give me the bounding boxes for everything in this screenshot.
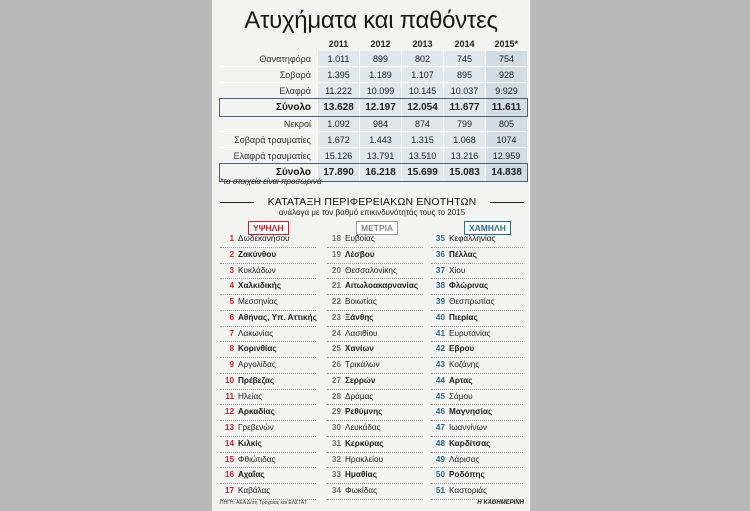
value-cell: 1074 bbox=[486, 132, 528, 148]
dotted-separator bbox=[220, 341, 316, 342]
rank-number: 46 bbox=[435, 407, 445, 417]
dotted-separator bbox=[220, 436, 316, 437]
rank-number: 7 bbox=[229, 328, 234, 338]
rank-number: 49 bbox=[435, 454, 445, 464]
row-label: Ελαφρά τραυματίες bbox=[220, 148, 318, 164]
rank-number: 19 bbox=[331, 249, 341, 259]
year-header: 2012 bbox=[370, 38, 391, 49]
dotted-separator bbox=[431, 263, 523, 264]
region-name: Ημαθίας bbox=[345, 470, 377, 480]
value-cell: 802 bbox=[402, 51, 444, 67]
value-cell: 1.011 bbox=[318, 51, 360, 67]
rank-number: 38 bbox=[435, 281, 445, 291]
ranking-entry bbox=[327, 439, 423, 455]
row-label: Θανατηφόρα bbox=[220, 51, 318, 67]
table-row bbox=[220, 132, 527, 148]
value-cell: 984 bbox=[360, 116, 402, 132]
value-cell: 1.443 bbox=[360, 132, 402, 148]
value-cell: 17.890 bbox=[318, 164, 360, 182]
rank-number: 34 bbox=[331, 486, 341, 495]
value-cell: 11.677 bbox=[444, 99, 486, 117]
rank-number: 35 bbox=[435, 234, 445, 243]
region-name: Κοζάνης bbox=[449, 360, 480, 369]
region-name: Ρεθύμνης bbox=[345, 407, 383, 417]
ranking-entry bbox=[327, 281, 423, 297]
dotted-separator bbox=[327, 263, 423, 264]
region-name: Κορινθίας bbox=[238, 344, 277, 354]
category-low-badge: ΧΑΜΗΛΗ bbox=[464, 221, 511, 235]
ranking-column-medium bbox=[327, 234, 423, 502]
ranking-entry bbox=[327, 360, 423, 376]
value-cell: 15.126 bbox=[318, 148, 360, 164]
dotted-separator bbox=[327, 373, 423, 374]
row-label: Σοβαρά bbox=[220, 67, 318, 83]
dotted-separator bbox=[220, 467, 316, 468]
ranking-entry bbox=[431, 266, 523, 282]
dotted-separator bbox=[327, 357, 423, 358]
dotted-separator bbox=[431, 357, 523, 358]
dotted-separator bbox=[327, 483, 423, 484]
table-row bbox=[220, 83, 527, 99]
rank-number: 42 bbox=[435, 344, 445, 354]
region-name: Ευρυτανίας bbox=[449, 328, 491, 338]
ranking-subtitle: ανάλογα με τον βαθμό επικινδυνότητάς τους το 2015 bbox=[278, 208, 466, 217]
ranking-entry bbox=[220, 407, 316, 423]
value-cell: 9.929 bbox=[486, 83, 528, 99]
ranking-column-low bbox=[431, 234, 523, 502]
dotted-separator bbox=[220, 420, 316, 421]
ranking-entry bbox=[431, 470, 523, 486]
dotted-separator bbox=[220, 294, 316, 295]
region-name: Αργολίδας bbox=[238, 360, 276, 369]
dotted-separator bbox=[327, 310, 423, 311]
value-cell: 11.611 bbox=[486, 99, 528, 117]
dotted-separator bbox=[327, 420, 423, 421]
region-name: Καστοριάς bbox=[449, 486, 487, 495]
ranking-entry bbox=[220, 234, 316, 250]
value-cell: 928 bbox=[486, 67, 528, 83]
rank-number: 25 bbox=[331, 344, 341, 354]
dotted-separator bbox=[327, 389, 423, 390]
rank-number: 10 bbox=[224, 375, 234, 385]
value-cell: 1.189 bbox=[360, 67, 402, 83]
dotted-separator bbox=[220, 373, 316, 374]
ranking-entry bbox=[327, 486, 423, 502]
rank-number: 36 bbox=[435, 249, 445, 259]
source-credit: ΠΗΓΗ: ΑΕΑ Δ/ση Τροχαίας και ΕΛΣΤΑΤ bbox=[220, 500, 307, 506]
ranking-entry bbox=[431, 392, 523, 408]
dotted-separator bbox=[431, 341, 523, 342]
value-cell: 10.145 bbox=[402, 83, 444, 99]
ranking-entry bbox=[220, 423, 316, 439]
rank-number: 45 bbox=[435, 391, 445, 401]
ranking-entry bbox=[220, 360, 316, 376]
region-name: Φωκίδας bbox=[345, 486, 378, 495]
region-name: Θεσπρωτίας bbox=[449, 297, 495, 306]
page-title: Ατυχήματα και παθόντες bbox=[244, 7, 498, 34]
region-name: Αιτωλοακαρνανίας bbox=[345, 281, 419, 291]
region-name: Κερκύρας bbox=[345, 438, 384, 448]
region-name: Χαλκιδικής bbox=[238, 281, 281, 291]
value-cell: 14.838 bbox=[486, 164, 528, 182]
dotted-separator bbox=[431, 389, 523, 390]
region-name: Ιωαννίνων bbox=[449, 423, 487, 432]
rank-number: 32 bbox=[331, 454, 341, 464]
ranking-entry bbox=[220, 439, 316, 455]
category-high-badge: ΥΨΗΛΗ bbox=[248, 221, 289, 235]
region-name: Θεσσαλονίκης bbox=[345, 265, 397, 275]
ranking-entry bbox=[431, 329, 523, 345]
region-name: Δράμας bbox=[345, 391, 374, 401]
table-row bbox=[220, 148, 527, 164]
dotted-separator bbox=[220, 247, 316, 248]
rank-number: 21 bbox=[331, 281, 341, 291]
title-rule-left bbox=[220, 202, 254, 203]
region-name: Δωδεκανήσου bbox=[238, 234, 290, 243]
ranking-entry bbox=[327, 329, 423, 345]
region-name: Λέσβου bbox=[345, 249, 375, 259]
region-name: Κυκλάδων bbox=[238, 265, 276, 275]
year-header: 2013 bbox=[412, 38, 433, 49]
ranking-entry bbox=[431, 376, 523, 392]
ranking-entry bbox=[431, 250, 523, 266]
year-header: 2015* bbox=[494, 38, 519, 49]
rank-number: 14 bbox=[224, 438, 234, 448]
rank-number: 15 bbox=[224, 454, 234, 464]
year-header: 2014 bbox=[454, 38, 475, 49]
ranking-entry bbox=[327, 470, 423, 486]
region-name: Εβρου bbox=[449, 344, 475, 354]
dotted-separator bbox=[327, 452, 423, 453]
dotted-separator bbox=[431, 483, 523, 484]
ranking-entry bbox=[220, 313, 316, 329]
table-row bbox=[220, 51, 527, 67]
rank-number: 20 bbox=[331, 265, 341, 275]
rank-number: 30 bbox=[331, 423, 341, 432]
dotted-separator bbox=[327, 341, 423, 342]
value-cell: 1.315 bbox=[402, 132, 444, 148]
value-cell: 1.107 bbox=[402, 67, 444, 83]
dotted-separator bbox=[220, 278, 316, 279]
ranking-entry bbox=[327, 250, 423, 266]
dotted-separator bbox=[220, 389, 316, 390]
title-rule-right bbox=[490, 202, 524, 203]
rank-number: 3 bbox=[229, 265, 234, 275]
rank-number: 31 bbox=[331, 438, 341, 448]
region-name: Ροδόπης bbox=[449, 470, 485, 480]
ranking-entry bbox=[327, 376, 423, 392]
table-row bbox=[220, 116, 527, 132]
rank-number: 2 bbox=[229, 249, 234, 259]
ranking-entry bbox=[220, 329, 316, 345]
value-cell: 745 bbox=[444, 51, 486, 67]
ranking-entry bbox=[220, 376, 316, 392]
ranking-entry bbox=[327, 455, 423, 471]
ranking-entry bbox=[220, 392, 316, 408]
region-name: Ζακύνθου bbox=[238, 249, 277, 259]
dotted-separator bbox=[431, 373, 523, 374]
value-cell: 11.222 bbox=[318, 83, 360, 99]
region-name: Λασιθίου bbox=[345, 328, 378, 338]
value-cell: 899 bbox=[360, 51, 402, 67]
row-label: Σύνολο bbox=[275, 102, 311, 113]
value-cell: 874 bbox=[402, 116, 444, 132]
rank-number: 43 bbox=[435, 360, 445, 369]
infographic-sheet bbox=[212, 0, 530, 511]
value-cell: 1.068 bbox=[444, 132, 486, 148]
value-cell: 15.083 bbox=[444, 164, 486, 182]
ranking-column-high bbox=[220, 234, 316, 502]
dotted-separator bbox=[327, 247, 423, 248]
rank-number: 26 bbox=[331, 360, 341, 369]
rank-number: 13 bbox=[224, 423, 234, 432]
provisional-note: *τα στοιχεία είναι προσωρινά bbox=[220, 177, 322, 186]
row-label: Νεκροί bbox=[220, 116, 318, 132]
value-cell: 754 bbox=[486, 51, 528, 67]
value-cell: 13.628 bbox=[318, 99, 360, 117]
ranking-entry bbox=[327, 423, 423, 439]
ranking-title-text: ΚΑΤΑΤΑΞΗ ΠΕΡΙΦΕΡΕΙΑΚΩΝ ΕΝΟΤΗΤΩΝ bbox=[267, 196, 477, 208]
rank-number: 40 bbox=[435, 312, 445, 322]
region-name: Βοιωτίας bbox=[345, 297, 377, 306]
region-name: Αθήνας, Υπ. Αττικής bbox=[238, 312, 317, 322]
ranking-entry bbox=[431, 344, 523, 360]
dotted-separator bbox=[220, 404, 316, 405]
rank-number: 47 bbox=[435, 423, 445, 432]
rank-number: 28 bbox=[331, 391, 341, 401]
ranking-entry bbox=[327, 313, 423, 329]
value-cell: 12.054 bbox=[402, 99, 444, 117]
region-name: Μεσσηνίας bbox=[238, 297, 278, 306]
region-name: Ηρακλείου bbox=[345, 454, 383, 464]
ranking-entry bbox=[220, 455, 316, 471]
rank-number: 29 bbox=[331, 407, 341, 417]
region-name: Ευβοίας bbox=[345, 234, 375, 243]
dotted-separator bbox=[431, 247, 523, 248]
rank-number: 44 bbox=[435, 375, 445, 385]
rank-number: 22 bbox=[331, 297, 341, 306]
region-name: Σερρών bbox=[345, 375, 376, 385]
dotted-separator bbox=[327, 278, 423, 279]
value-cell: 13.791 bbox=[360, 148, 402, 164]
region-name: Μαγνησίας bbox=[449, 407, 493, 417]
rank-number: 48 bbox=[435, 438, 445, 448]
ranking-entry bbox=[327, 407, 423, 423]
region-name: Φλώρινας bbox=[449, 281, 489, 291]
region-name: Χίου bbox=[449, 265, 466, 275]
rank-number: 16 bbox=[224, 470, 234, 480]
accidents-table bbox=[220, 36, 527, 181]
rank-number: 17 bbox=[224, 486, 234, 495]
total-row bbox=[220, 99, 527, 117]
header-empty-cell bbox=[220, 36, 318, 51]
region-name: Λευκάδας bbox=[345, 423, 381, 432]
value-cell: 895 bbox=[444, 67, 486, 83]
value-cell: 799 bbox=[444, 116, 486, 132]
dotted-separator bbox=[431, 326, 523, 327]
rank-number: 5 bbox=[229, 297, 234, 306]
dotted-separator bbox=[327, 294, 423, 295]
region-name: Σάμου bbox=[449, 391, 473, 401]
value-cell: 10.099 bbox=[360, 83, 402, 99]
region-name: Κεφαλληνίας bbox=[449, 234, 496, 243]
ranking-entry bbox=[431, 360, 523, 376]
dotted-separator bbox=[431, 436, 523, 437]
region-name: Λακωνίας bbox=[238, 328, 274, 338]
ranking-entry bbox=[327, 266, 423, 282]
ranking-entry bbox=[220, 266, 316, 282]
dotted-separator bbox=[220, 263, 316, 264]
ranking-entry bbox=[220, 344, 316, 360]
ranking-entry bbox=[431, 423, 523, 439]
dotted-separator bbox=[220, 357, 316, 358]
ranking-entry bbox=[431, 297, 523, 313]
row-label: Ελαφρά bbox=[220, 83, 318, 99]
ranking-entry bbox=[327, 297, 423, 313]
dotted-separator bbox=[220, 326, 316, 327]
dotted-separator bbox=[431, 420, 523, 421]
rank-number: 4 bbox=[229, 281, 234, 291]
ranking-entry bbox=[327, 392, 423, 408]
category-medium-badge: ΜΕΤΡΙΑ bbox=[356, 221, 398, 235]
value-cell: 1.092 bbox=[318, 116, 360, 132]
value-cell: 12.959 bbox=[486, 148, 528, 164]
dotted-separator bbox=[431, 404, 523, 405]
dotted-separator bbox=[220, 452, 316, 453]
rank-number: 39 bbox=[435, 297, 445, 306]
dotted-separator bbox=[220, 310, 316, 311]
rank-number: 8 bbox=[229, 344, 234, 354]
dotted-separator bbox=[327, 436, 423, 437]
value-cell: 10.037 bbox=[444, 83, 486, 99]
accidents-table-body bbox=[220, 51, 527, 181]
ranking-title bbox=[220, 196, 524, 208]
value-cell: 805 bbox=[486, 116, 528, 132]
rank-number: 37 bbox=[435, 265, 445, 275]
table-header-row bbox=[220, 36, 527, 51]
publisher-brand: Η ΚΑΘΗΜΕΡΙΝΗ bbox=[477, 500, 524, 506]
region-name: Καβάλας bbox=[238, 486, 271, 495]
value-cell: 13.216 bbox=[444, 148, 486, 164]
ranking-entry bbox=[431, 234, 523, 250]
dotted-separator bbox=[431, 310, 523, 311]
rank-number: 6 bbox=[229, 312, 234, 322]
rank-number: 23 bbox=[331, 312, 341, 322]
value-cell: 15.699 bbox=[402, 164, 444, 182]
dotted-separator bbox=[431, 278, 523, 279]
dotted-separator bbox=[431, 467, 523, 468]
row-label: Σύνολο bbox=[275, 167, 311, 178]
region-name: Τρικάλων bbox=[345, 360, 380, 369]
ranking-entry bbox=[431, 407, 523, 423]
ranking-entry bbox=[431, 439, 523, 455]
dotted-separator bbox=[327, 467, 423, 468]
rank-number: 27 bbox=[331, 375, 341, 385]
region-name: Ηλείας bbox=[238, 391, 263, 401]
ranking-entry bbox=[220, 250, 316, 266]
rank-number: 9 bbox=[229, 360, 234, 369]
rank-number: 24 bbox=[331, 328, 341, 338]
dotted-separator bbox=[431, 452, 523, 453]
region-name: Γρεβενών bbox=[238, 423, 274, 432]
ranking-entry bbox=[431, 281, 523, 297]
region-name: Κιλκίς bbox=[238, 438, 262, 448]
dotted-separator bbox=[220, 483, 316, 484]
region-name: Αχαΐας bbox=[238, 470, 265, 480]
rank-number: 33 bbox=[331, 470, 341, 480]
rank-number: 1 bbox=[229, 234, 234, 243]
dotted-separator bbox=[327, 326, 423, 327]
ranking-entry bbox=[220, 297, 316, 313]
region-name: Ξάνθης bbox=[345, 312, 374, 322]
ranking-entry bbox=[431, 455, 523, 471]
value-cell: 13.510 bbox=[402, 148, 444, 164]
region-name: Λάρισας bbox=[449, 454, 480, 464]
value-cell: 16.218 bbox=[360, 164, 402, 182]
dotted-separator bbox=[327, 499, 423, 500]
region-name: Αρτας bbox=[449, 375, 473, 385]
rank-number: 50 bbox=[435, 470, 445, 480]
value-cell: 1.672 bbox=[318, 132, 360, 148]
ranking-entry bbox=[220, 470, 316, 486]
value-cell: 1.395 bbox=[318, 67, 360, 83]
ranking-entry bbox=[327, 234, 423, 250]
region-name: Πρέβεζας bbox=[238, 375, 275, 385]
rank-number: 12 bbox=[224, 407, 234, 417]
rank-number: 11 bbox=[225, 391, 234, 401]
dotted-separator bbox=[431, 294, 523, 295]
rank-number: 18 bbox=[331, 234, 341, 243]
row-label: Σοβαρά τραυματίες bbox=[220, 132, 318, 148]
region-name: Αρκαδίας bbox=[238, 407, 275, 417]
rank-number: 51 bbox=[435, 486, 445, 495]
ranking-entry bbox=[220, 281, 316, 297]
region-name: Πέλλας bbox=[449, 249, 477, 259]
rank-number: 41 bbox=[435, 328, 445, 338]
table-row bbox=[220, 67, 527, 83]
region-name: Καρδίτσας bbox=[449, 438, 491, 448]
region-name: Χανίων bbox=[345, 344, 374, 354]
region-name: Φθιώτιδας bbox=[238, 454, 276, 464]
year-header: 2011 bbox=[328, 38, 349, 49]
value-cell: 12.197 bbox=[360, 99, 402, 117]
dotted-separator bbox=[327, 404, 423, 405]
region-name: Πιερίας bbox=[449, 312, 478, 322]
ranking-entry bbox=[431, 313, 523, 329]
ranking-entry bbox=[327, 344, 423, 360]
